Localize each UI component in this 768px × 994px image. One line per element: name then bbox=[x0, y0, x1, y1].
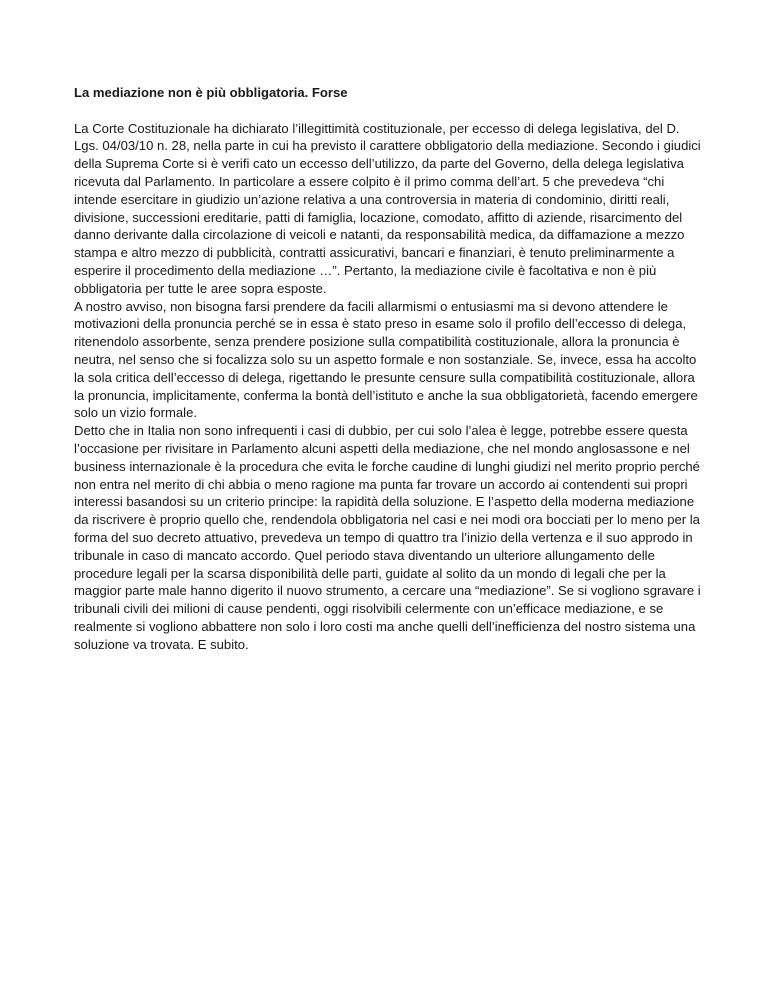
paragraph-1: La Corte Costituzionale ha dichiarato l’illegittimità costituzionale, per eccesso di delega legislativa, del D. Lgs. 04/03/10 n. 28, nella parte in cui ha previsto il carattere obbligatorio della mediazione. Secondo i giudici della Suprema Corte si è verifi cato un eccesso dell’utilizzo, da parte del Governo, della delega legislativa ricevuta dal Parlamento. In particolare a essere colpito è il primo comma dell’art. 5 che prevedeva “chi intende esercitare in giudizio un’azione relativa a una controversia in materia di condominio, diritti reali, divisione, successioni ereditarie, patti di famiglia, locazione, comodato, affitto di aziende, risarcimento del danno derivante dalla circolazione di veicoli e natanti, da responsabilità medica, da diffamazione a mezzo stampa e altro mezzo di pubblicità, contratti assicurativi, bancari e finanziari, è tenuto preliminarmente a esperire il procedimento della mediazione …”. Pertanto, la mediazione civile è facoltativa e non è più obbligatoria per tutte le aree sopra esposte. bbox=[74, 120, 701, 296]
paragraph-2: A nostro avviso, non bisogna farsi prendere da facili allarmismi o entusiasmi ma si devono attendere le motivazioni della pronuncia perché se in essa è stato preso in esame solo il profilo dell’eccesso di delega, ritenendolo assorbente, senza prendere posizione sulla compatibilità costituzionale, allora la pronuncia è neutra, nel senso che si focalizza solo su un aspetto formale e non sostanziale. Se, invece, essa ha accolto la sola critica dell’eccesso di delega, rigettando le presunte censure sulla compatibilità costituzionale, allora la pronuncia, implicitamente, conferma la bontà dell’istituto e anche la sua obbligatorietà, facendo emergere solo un vizio formale. bbox=[74, 298, 698, 421]
paragraph-3: Detto che in Italia non sono infrequenti i casi di dubbio, per cui solo l’alea è legge, potrebbe essere questa l’occasione per rivisitare in Parlamento alcuni aspetti della mediazione, che nel mondo anglosassone e nel business internazionale è la procedura che evita le forche caudine di lunghi giudizi nel merito proprio perché non entra nel merito di chi abbia o meno ragione ma punta far trovare un accordo ai contendenti sui propri interessi basandosi su un criterio principe: la rapidità della soluzione. E l’aspetto della moderna mediazione da riscrivere è proprio quello che, rendendola obbligatoria nel casi e nei modi ora bocciati per lo meno per la forma del suo decreto attuativo, prevedeva un tempo di quattro tra l’inizio della vertenza e il suo approdo in tribunale in caso di mancato accordo. Quel periodo stava diventando un ulteriore allungamento delle procedure legali per la scarsa disponibilità delle parti, guidate al solito da un mondo di legali che per la maggior parte male hanno digerito il nuovo strumento, a cercare una “mediazione”. Se si vogliono sgravare i tribunali civili dei milioni di cause pendenti, oggi risolvibili celermente con un’efficace mediazione, e se realmente si vogliono abbattere non solo i loro costi ma anche quelli dell’inefficienza del nostro sistema una soluzione va trovata. E subito. bbox=[74, 423, 701, 652]
document-title: La mediazione non è più obbligatoria. Forse bbox=[74, 85, 348, 100]
document-page bbox=[74, 84, 706, 654]
